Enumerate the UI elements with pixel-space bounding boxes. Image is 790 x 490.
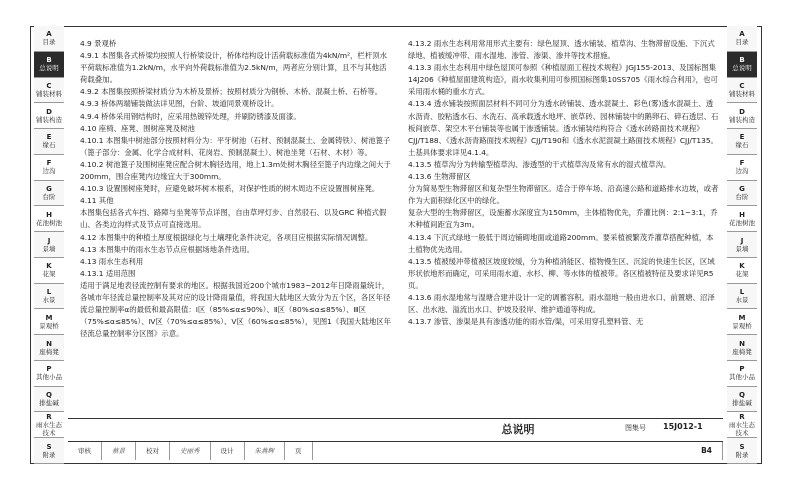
section-tab-letter: F	[739, 159, 745, 168]
section-tab-letter: D	[46, 107, 52, 116]
notes-right-column: 4.13.2 雨水生态利用常用形式主要有：绿色屋顶、透水铺装、植草沟、生物滞留设施、下沉式绿地、植被缓冲带、雨水湿地、渗管、渗渠、渗井等技术措施。 4.13.3 雨水生态利用中绿色屋顶可参照《种植屋面工程技术规程》JGJ155-2013、及国标图集14J206《种植屋面建筑构造》，雨水收集利用可参照国标图集10SS705《雨水综合利用》，也可采用雨水桶的重水方式。 4.13.4 透水铺装按照面层材料不同可分为透水砖铺装、透水混凝土、彩色(雾)透水混凝土、透水沥青、胶粘透水石、水洗石、高承载透水地坪、嵌草砖、园林铺装中的鹅卵石、碎石透层、石板间嵌草、架空木平台铺装等也属于渗透铺装。透水铺装结构符合《透水砖路面技术规程》CJJ/T188、《透水沥青路面技术规程》CJJ/T190和《透水水泥混凝土路面技术规程》CJJ/T135。土基具体要求详见4.1.4。 4.13.5 植草沟分为转输型植草沟、渗透型的干式植草沟及常有水的湿式植草沟。 4.13.6 生物滞留区 分为简易型生物滞留区和复杂型生物滞留区。适合于停车场、沿高速公路和道路排水边坡，或者作为大面积绿化区中的绿化。 复杂大型的生物滞留区，设施蓄水深度宜为150mm，主体植物优先，乔灌比例：2:1~3:1，乔木种植间距宜为3m。 4.13.4 下沉式绿地一般低于周边铺砌地面或道路200mm。要采植被繁茂乔灌草搭配种植，本土植物优先选用。 4.13.5 植被缓冲带植被区坡度较缓，分为种植消能区、植物慢生区、沉淀的快速生长区，区域形状依地形而确定，可采用雨水道、水杉、柳、等水体的植被带。各区植被特征及要求详见R5页。 4.13.6 雨水湿地常与湿塘合建并设计一定的调蓄容积。雨水湿地一般由进水口、前置塘、沼泽区、出水池、溢流出水口、护坡及驳岸、维护通道等构成。 4.13.7 渗管、渗渠是具有渗透功能的雨水管/渠，可采用穿孔塑料管、无	[408, 39, 719, 327]
section-tab-letter: J	[740, 236, 744, 245]
section-tab-label: 边沟	[735, 167, 749, 176]
section-tab-label: 缘石	[42, 141, 56, 150]
section-tab-letter: K	[46, 262, 52, 271]
section-tab-label: 目录	[735, 38, 749, 47]
section-tab-d[interactable]	[727, 103, 757, 129]
section-tab-q[interactable]	[727, 387, 757, 413]
section-tab-label: 台阶	[42, 192, 56, 201]
notes-left-column: 4.9 景观桥 4.9.1 本图集各式桥梁均按照人行桥梁设计，桥体结构设计活荷载标准值为4kN/m²，栏杆顶水平荷载标准值为1.2kN/m，水平向外荷载标准值为2.5kN/m，两者应分别计算，且不与其他活荷载叠加。 4.9.2 本图集按照桥梁材质分为木桥及景桥；按照材质分为钢桥、木桥、混凝土桥、石桥等。 4.9.3 桥体两端铺装做法详见图，台阶、坡道同景观桥设计。 4.9.4 桥体采用钢结构时，应采用热镀锌处理，并刷防锈漆及面漆。 4.10 座椅、座凳、围树座凳及树池 4.10.1 本图集中树池部分按照材料分为：平牙树池（石材、预制混凝土、金属铸铁）、树池篦子（篦子部分：金属、化学合成材料、花岗岩、预制混凝土）、树池坐凳（石材、木材）等。 4.10.2 树池篦子及围树座凳应配合树木胸径选用，地上1.3m处树木胸径至篦子内边缘之间大于200mm，围合座凳内边缘宜大于300mm。 4.10.3 设置围树座凳时，应避免破坏树木根系，对保护性质的树木周边不应设置围树座凳。 4.11 其他 本图集包括各式车挡、路障与坐凳等节点详图，自由草坪灯步、自然驳石、以及GRC 种植式假山、各类边沟样式及节点可直接选用。 4.12 本图集中的种植土厚度根据绿化与土壤理化条件决定，各项目应根据实际情况调整。 4.13 本图集中的雨水生态节点应根据场地条件选用。 4.13 雨水生态利用 4.13.1 适用范围 适用于满足地表径流控制有要求的地区。根据我国近200个城市1983~2012年日降雨量统计，各城市年径流总量控制率及其对应的设计降雨量值，将我国大陆地区大致分为五个区，各区年径流总量控制率α的最低和最高限值：Ⅰ区（85%≤α≤90%）、Ⅱ区（80%≤α≤85%）、Ⅲ区（75%≤α≤85%）、Ⅳ区（70%≤α≤85%）、Ⅴ区（60%≤α≤85%），见图1《我国大陆地区年径流总量控制率分区图》示意。	[80, 39, 392, 339]
page-label: 页	[285, 442, 313, 460]
section-tab-label: 缘石	[735, 141, 749, 150]
section-tab-label: 水景	[42, 296, 56, 305]
section-tab-letter: L	[46, 288, 52, 297]
section-tab-label: 其他小品	[729, 373, 755, 382]
review-name: 蔡景	[102, 442, 136, 460]
section-tab-k[interactable]	[727, 258, 757, 284]
section-tab-b[interactable]	[727, 52, 757, 78]
section-tab-label: 铺装构造	[36, 115, 62, 124]
section-tab-m[interactable]	[727, 309, 757, 335]
section-tab-letter: L	[739, 288, 745, 297]
section-tab-letter: E	[739, 133, 745, 142]
section-tab-label: 花池树池	[36, 218, 62, 227]
section-tab-p[interactable]	[34, 361, 64, 387]
section-tab-letter: A	[46, 30, 52, 39]
section-tab-label: 目录	[42, 38, 56, 47]
section-tab-label: 景观桥	[39, 321, 59, 330]
section-tab-label: 景观桥	[732, 321, 752, 330]
section-tab-letter: E	[46, 133, 52, 142]
section-tab-letter: J	[47, 236, 51, 245]
section-tab-label: 铺装构造	[729, 115, 755, 124]
sheet-title: 总说明	[501, 423, 535, 436]
section-tab-letter: H	[739, 210, 745, 219]
section-tab-l[interactable]	[34, 284, 64, 310]
section-tab-g[interactable]	[727, 181, 757, 207]
section-tab-letter: A	[739, 30, 745, 39]
section-tab-d[interactable]	[34, 103, 64, 129]
section-tab-letter: M	[738, 313, 746, 322]
section-tab-c[interactable]	[34, 78, 64, 104]
section-tab-label: 附录	[42, 450, 56, 459]
design-name: 朱燕辉	[245, 442, 286, 460]
section-tab-label: 排盐碱	[732, 399, 752, 408]
section-tab-n[interactable]	[727, 335, 757, 361]
section-tab-letter: C	[739, 81, 745, 90]
signature-row	[68, 441, 723, 460]
section-tab-f[interactable]	[34, 155, 64, 181]
section-tab-h[interactable]	[34, 206, 64, 232]
section-tab-label: 台阶	[735, 192, 749, 201]
page-number: B4	[691, 442, 723, 460]
section-tab-letter: M	[45, 313, 53, 322]
section-tab-label: 铺装材料	[729, 89, 755, 98]
design-label: 设计	[211, 442, 245, 460]
section-tab-r[interactable]	[727, 412, 757, 438]
check-name: 史丽秀	[170, 442, 211, 460]
section-tab-label: 花池树池	[729, 218, 755, 227]
section-tab-s[interactable]	[34, 438, 64, 464]
section-tab-letter: N	[46, 339, 52, 348]
review-label: 审核	[68, 442, 102, 460]
section-tab-letter: Q	[46, 391, 52, 400]
section-tab-j[interactable]	[34, 232, 64, 258]
section-tab-letter: S	[46, 442, 52, 451]
section-tab-n[interactable]	[34, 335, 64, 361]
section-tab-letter: G	[739, 184, 745, 193]
section-tab-letter: B	[46, 56, 52, 65]
section-tab-letter: P	[46, 365, 52, 374]
section-tab-c[interactable]	[727, 78, 757, 104]
section-tab-letter: G	[46, 184, 52, 193]
section-tab-label: 雨水生态技术	[729, 420, 755, 437]
section-tab-label: 铺装材料	[36, 89, 62, 98]
atlas-number: 15J012-1	[663, 422, 703, 431]
section-tab-letter: B	[739, 56, 745, 65]
section-tab-m[interactable]	[34, 309, 64, 335]
section-tab-r[interactable]	[34, 412, 64, 438]
section-tab-b[interactable]	[34, 52, 64, 78]
section-tab-label: 排盐碱	[39, 399, 59, 408]
section-tab-e[interactable]	[34, 129, 64, 155]
atlas-number-label: 图集号	[625, 424, 646, 432]
title-block	[68, 418, 723, 461]
section-tab-j[interactable]	[727, 232, 757, 258]
section-tab-q[interactable]	[34, 387, 64, 413]
section-tab-label: 边沟	[42, 167, 56, 176]
section-tab-k[interactable]	[34, 258, 64, 284]
section-tab-l[interactable]	[727, 284, 757, 310]
section-tab-label: 附录	[735, 450, 749, 459]
section-tab-label: 景墙	[735, 244, 749, 253]
right-section-tabs	[727, 26, 757, 464]
section-tab-label: 花架	[735, 270, 749, 279]
section-tab-label: 其他小品	[36, 373, 62, 382]
section-tab-letter: P	[739, 365, 745, 374]
section-tab-a[interactable]	[727, 26, 757, 52]
section-tab-label: 花架	[42, 270, 56, 279]
section-tab-label: 雨水生态技术	[36, 420, 62, 437]
section-tab-letter: Q	[739, 391, 745, 400]
section-tab-letter: C	[46, 81, 52, 90]
section-tab-a[interactable]	[34, 26, 64, 52]
section-tab-label: 座椅凳	[39, 347, 59, 356]
section-tab-letter: H	[46, 210, 52, 219]
section-tab-label: 总说明	[732, 64, 752, 73]
general-notes-body	[80, 38, 725, 418]
section-tab-label: 总说明	[39, 64, 59, 73]
section-tab-label: 水景	[735, 296, 749, 305]
section-tab-h[interactable]	[727, 206, 757, 232]
section-tab-letter: D	[739, 107, 745, 116]
section-tab-label: 景墙	[42, 244, 56, 253]
section-tab-s[interactable]	[727, 438, 757, 464]
check-label: 校对	[136, 442, 170, 460]
section-tab-letter: S	[739, 442, 745, 451]
section-tab-f[interactable]	[727, 155, 757, 181]
section-tab-e[interactable]	[727, 129, 757, 155]
section-tab-letter: F	[46, 159, 52, 168]
section-tab-label: 座椅凳	[732, 347, 752, 356]
left-section-tabs	[34, 26, 64, 464]
section-tab-g[interactable]	[34, 181, 64, 207]
section-tab-p[interactable]	[727, 361, 757, 387]
section-tab-letter: R	[739, 412, 745, 421]
section-tab-letter: N	[739, 339, 745, 348]
section-tab-letter: R	[46, 412, 52, 421]
section-tab-letter: K	[739, 262, 745, 271]
